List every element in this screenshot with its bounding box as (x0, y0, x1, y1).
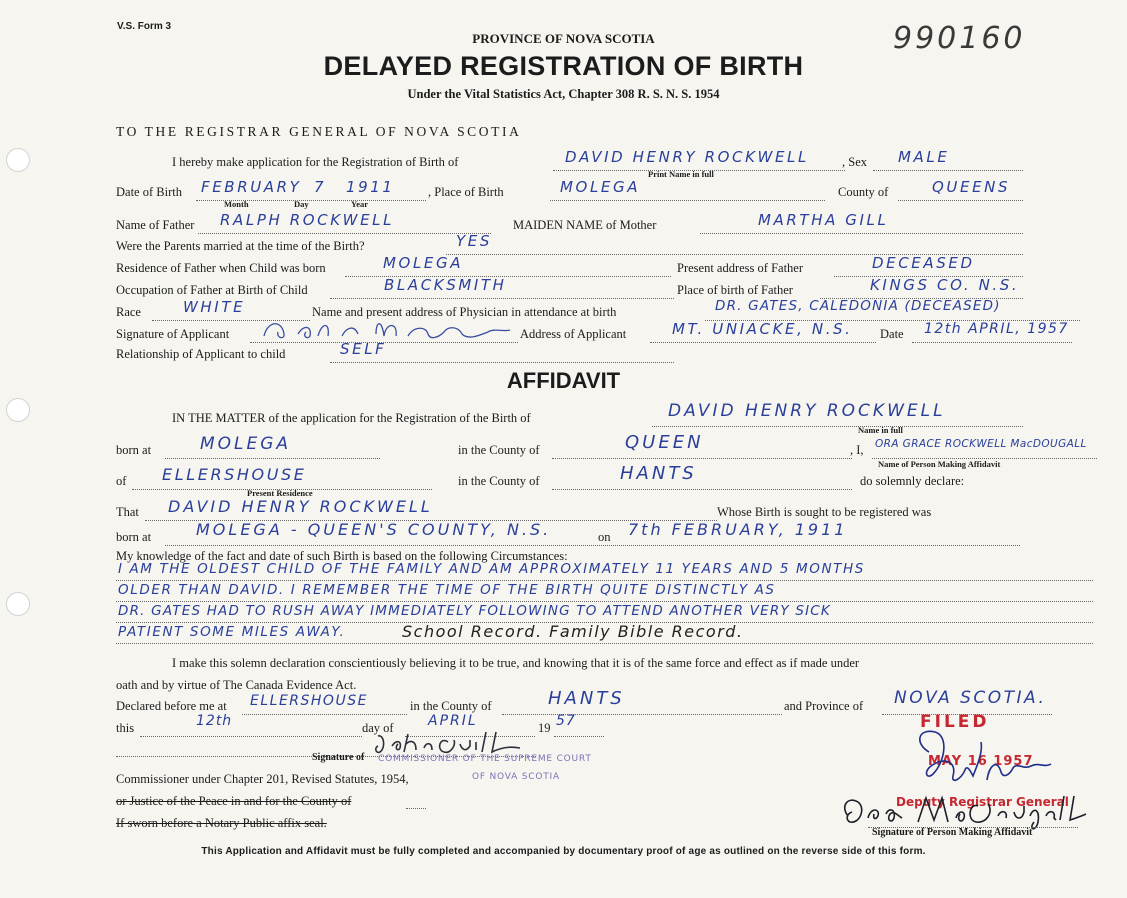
affidavit-heading: AFFIDAVIT (506, 368, 621, 393)
circumstance-line-1: I AM THE OLDEST CHILD OF THE FAMILY AND AM APPROXIMATELY 11 YEARS AND 5 MONTHS (118, 561, 865, 577)
signature-applicant-label: Signature of Applicant (116, 327, 230, 341)
declared-day-value: 12th (196, 713, 233, 729)
commissioner-stamp-province: OF NOVA SCOTIA (472, 772, 560, 782)
declaration-line-2: oath and by virtue of The Canada Evidence Act. (116, 678, 357, 692)
residence-father-label: Residence of Father when Child was born (116, 261, 326, 275)
signature-of-label: Signature of (312, 752, 365, 763)
declared-month-value: APRIL (428, 713, 478, 729)
justice-line: or Justice of the Peace in and for the County of (116, 794, 352, 808)
declared-before-label: Declared before me at (116, 699, 227, 713)
affidavit-child-name-value: DAVID HENRY ROCKWELL (668, 401, 946, 421)
act-line: Under the Vital Statistics Act, Chapter 308 R. S. N. S. 1954 (407, 87, 720, 101)
affiant-residence-value: ELLERSHOUSE (162, 465, 307, 484)
sex-label: , Sex (842, 155, 867, 169)
birth-day-value: 7 (314, 178, 327, 196)
knowledge-intro-label: My knowledge of the fact and date of such Birth is based on the following Circumstances: (116, 549, 568, 563)
on-label: on (598, 530, 611, 544)
residence-county-value: HANTS (620, 463, 697, 484)
print-name-hint: Print Name in full (648, 169, 714, 179)
maiden-name-label: MAIDEN NAME of Mother (513, 218, 657, 232)
birth-month-value: FEBRUARY (201, 178, 302, 196)
county-of-label-3: in the County of (410, 699, 492, 713)
filed-date-stamp: MAY 16 1957 (928, 754, 1034, 769)
province-of-label: and Province of (784, 699, 864, 713)
affidavit-born-at-value: MOLEGA (200, 434, 292, 454)
application-date-value: 12th APRIL, 1957 (924, 321, 1069, 337)
solemnly-declare-label: do solemnly declare: (860, 474, 965, 488)
father-birthplace-value: KINGS CO. N.S. (870, 276, 1020, 294)
birth-year-value: 1911 (346, 178, 395, 196)
father-residence-value: MOLEGA (383, 254, 464, 272)
matter-intro-label: IN THE MATTER of the application for the Registration of the Birth of (172, 411, 531, 425)
name-of-person-hint: Name of Person Making Affidavit (878, 459, 1001, 469)
mother-maiden-name-value: MARTHA GILL (758, 211, 889, 229)
commissioner-stamp: COMMISSIONER OF THE SUPREME COURT (378, 754, 592, 764)
year-prefix-label: 19 (538, 721, 551, 735)
race-value: WHITE (183, 298, 246, 316)
that-name-value: DAVID HENRY ROCKWELL (168, 497, 433, 516)
application-intro-label: I hereby make application for the Registration of Birth of (172, 155, 459, 169)
father-present-address-value: DECEASED (872, 254, 975, 272)
registrar-signature (905, 722, 1055, 802)
father-name-value: RALPH ROCKWELL (220, 211, 395, 229)
commissioner-line: Commissioner under Chapter 201, Revised Statutes, 1954, (116, 772, 409, 786)
place-of-birth-value: MOLEGA (560, 178, 641, 196)
affiant-name-value: ORA GRACE ROCKWELL MacDOUGALL (875, 438, 1087, 450)
circumstance-records: School Record. Family Bible Record. (402, 622, 744, 641)
relationship-value: SELF (340, 340, 387, 358)
form-number: V.S. Form 3 (117, 21, 172, 32)
place-of-birth-label: , Place of Birth (428, 185, 504, 199)
binder-hole (6, 398, 30, 422)
parents-married-value: YES (456, 232, 492, 250)
declaration-line-1: I make this solemn declaration conscientiously believing it to be true, and knowing that it is of the same force and effect as if made under (172, 656, 860, 670)
sex-value: MALE (898, 148, 950, 166)
circumstance-line-3: DR. GATES HAD TO RUSH AWAY IMMEDIATELY FOLLOWING TO ATTEND ANOTHER VERY SICK (118, 603, 831, 619)
that-label: That (116, 505, 139, 519)
born-at-label: born at (116, 443, 152, 457)
name-in-full-hint: Name in full (858, 425, 903, 435)
form-title: DELAYED REGISTRATION OF BIRTH (323, 51, 804, 81)
circumstance-line-2: OLDER THAN DAVID. I REMEMBER THE TIME OF THE BIRTH QUITE DISTINCTLY AS (118, 582, 776, 598)
applicant-signature (258, 314, 520, 344)
birth-date-full-value: 7th FEBRUARY, 1911 (628, 520, 848, 539)
physician-value: DR. GATES, CALEDONIA (DECEASED) (715, 298, 1001, 314)
birth-place-full-value: MOLEGA - QUEEN'S COUNTY, N.S. (196, 520, 552, 539)
footer-note: This Application and Affidavit must be fully completed and accompanied by documentary proof of age as outlined on the reverse side of this form. (201, 846, 926, 857)
year-hint: Year (351, 199, 368, 209)
place-birth-father-label: Place of birth of Father (677, 283, 793, 297)
deputy-registrar-stamp: Deputy Registrar General (896, 795, 1069, 809)
file-number: 990160 (893, 21, 1026, 56)
present-residence-hint: Present Residence (247, 488, 313, 498)
child-name-value: DAVID HENRY ROCKWELL (565, 148, 809, 166)
race-label: Race (116, 305, 141, 319)
notary-line: If sworn before a Notary Public affix seal. (116, 816, 327, 830)
declared-province-value: NOVA SCOTIA. (894, 688, 1047, 708)
county-of-label: in the County of (458, 443, 540, 457)
county-of-label-2: in the County of (458, 474, 540, 488)
binder-hole (6, 148, 30, 172)
parents-married-label: Were the Parents married at the time of the Birth? (116, 239, 365, 253)
filed-stamp: FILED (920, 712, 990, 732)
physician-label: Name and present address of Physician in attendance at birth (312, 305, 617, 319)
of-label: of (116, 474, 127, 488)
signature-person-label: Signature of Person Making Affidavit (872, 827, 1033, 838)
date-of-birth-label: Date of Birth (116, 185, 182, 199)
father-occupation-value: BLACKSMITH (384, 276, 507, 294)
day-hint: Day (294, 199, 309, 209)
affidavit-county-value: QUEEN (625, 432, 704, 453)
relationship-label: Relationship of Applicant to child (116, 347, 286, 361)
i-label: , I, (850, 443, 864, 457)
day-of-label: day of (362, 721, 394, 735)
county-value: QUEENS (932, 178, 1011, 196)
addressee: TO THE REGISTRAR GENERAL OF NOVA SCOTIA (116, 124, 522, 139)
occupation-father-label: Occupation of Father at Birth of Child (116, 283, 308, 297)
born-at-label-2: born at (116, 530, 152, 544)
province-heading: PROVINCE OF NOVA SCOTIA (472, 31, 655, 46)
county-label: County of (838, 185, 889, 199)
declared-year-value: 57 (556, 713, 576, 729)
binder-hole (6, 592, 30, 616)
applicant-address-value: MT. UNIACKE, N.S. (672, 320, 853, 338)
circumstance-line-4: PATIENT SOME MILES AWAY. (118, 624, 346, 640)
whose-birth-label: Whose Birth is sought to be registered was (717, 505, 932, 519)
address-applicant-label: Address of Applicant (520, 327, 627, 341)
month-hint: Month (224, 199, 249, 209)
present-address-father-label: Present address of Father (677, 261, 804, 275)
this-label: this (116, 721, 135, 735)
declared-county-value: HANTS (548, 688, 625, 709)
declared-place-value: ELLERSHOUSE (250, 693, 368, 709)
name-of-father-label: Name of Father (116, 218, 195, 232)
date-label: Date (880, 327, 904, 341)
